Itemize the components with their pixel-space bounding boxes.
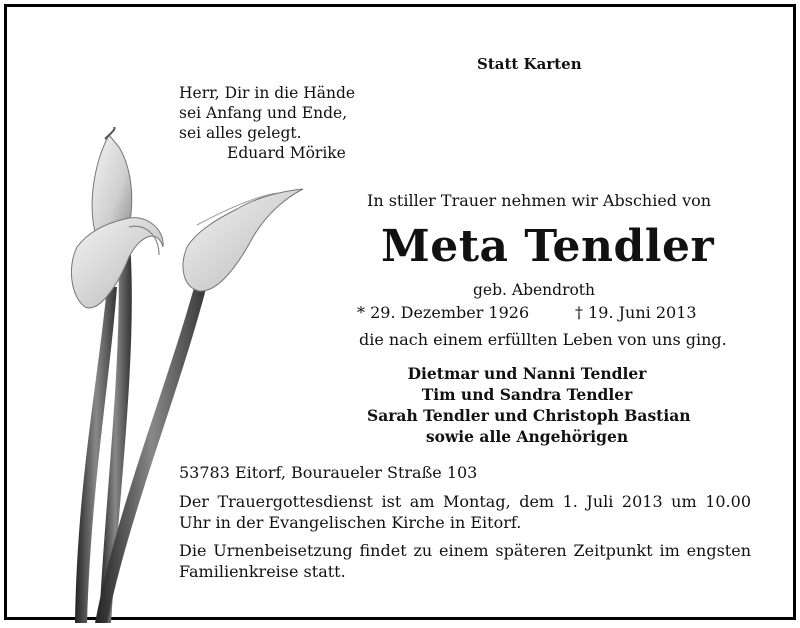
mourner-line: Tim und Sandra Tendler: [421, 385, 633, 404]
address: 53783 Eitorf, Bouraueler Straße 103: [179, 463, 478, 482]
service-info: Der Trauergottesdienst ist am Montag, dem 1. Juli 2013 um 10.00 Uhr in der Evangelischen Kirche in Eitorf.: [179, 492, 751, 532]
death-date: † 19. Juni 2013: [575, 303, 697, 322]
poem-author: Eduard Mörike: [227, 144, 346, 162]
poem: [179, 83, 355, 163]
poem-line: sei Anfang und Ende,: [179, 104, 348, 122]
tagline: die nach einem erfüllten Leben von uns ging.: [359, 330, 727, 349]
mourner-line: Dietmar und Nanni Tendler: [407, 364, 647, 383]
birth-date: * 29. Dezember 1926: [357, 303, 530, 322]
maiden-name: geb. Abendroth: [473, 281, 596, 299]
obituary-notice: [4, 4, 796, 620]
poem-line: Herr, Dir in die Hände: [179, 84, 356, 102]
statt-karten-text: Statt Karten: [477, 55, 582, 73]
deceased-name: Meta Tendler: [381, 221, 715, 272]
mourners-list: [367, 363, 691, 447]
burial-info: Die Urnenbeisetzung findet zu einem späteren Zeitpunkt im engsten Familienkreise statt.: [179, 541, 751, 581]
mourner-line: sowie alle Angehörigen: [425, 427, 629, 446]
intro-text: In stiller Trauer nehmen wir Abschied von: [367, 191, 712, 210]
poem-line: sei alles gelegt.: [179, 124, 302, 142]
mourner-line: Sarah Tendler und Christoph Bastian: [367, 406, 691, 425]
